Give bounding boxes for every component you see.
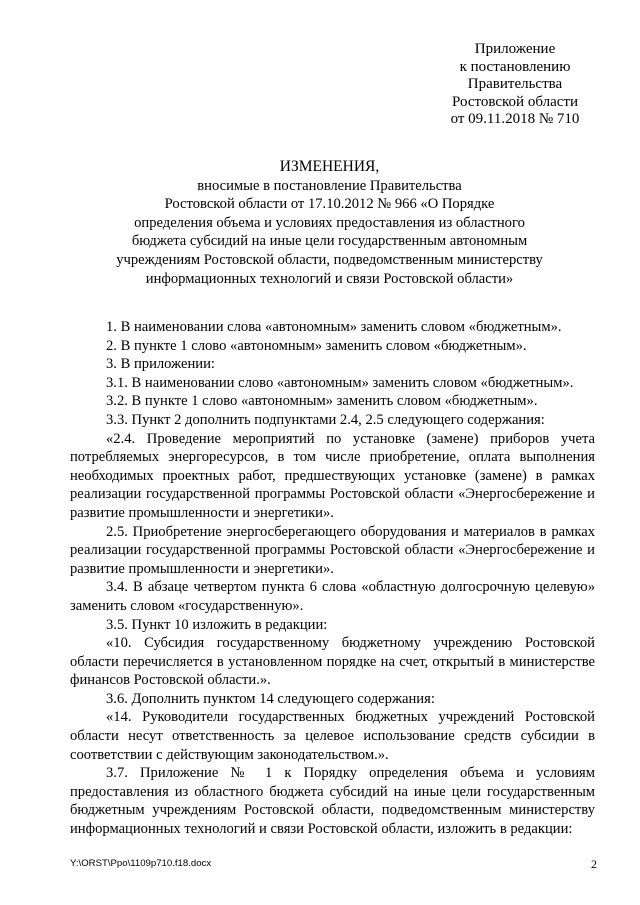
title-line: бюджета субсидий на иные цели государственным автономным: [131, 233, 528, 250]
paragraph: 3.2. В пункте 1 слово «автономным» заменить словом «бюджетным».: [106, 393, 538, 410]
document-title: [70, 158, 589, 288]
paragraph: 3.6. Дополнить пунктом 14 следующего содержания:: [106, 690, 435, 707]
appendix-block: [420, 41, 610, 129]
paragraph: 2. В пункте 1 слово «автономным» заменить словом «бюджетным».: [106, 337, 527, 354]
paragraph: 3.4. В абзаце четвертом пункта 6 слова «областную долгосрочную целевую» заменить словом «государственную».: [70, 579, 595, 614]
appendix-line: Приложение: [474, 41, 556, 57]
file-path: Y:\ORST\Ppo\1109p710.f18.docx: [70, 858, 212, 869]
appendix-line: Ростовской области: [452, 93, 578, 110]
paragraph: 3.1. В наименовании слово «автономным» заменить словом «бюджетным».: [106, 374, 574, 391]
title-heading: ИЗМЕНЕНИЯ,: [279, 158, 380, 175]
appendix-line: к постановлению: [459, 58, 571, 75]
page-number: 2: [591, 857, 597, 871]
paragraph: «2.4. Проведение мероприятий по установке (замене) приборов учета потребляемых энергоресурсов, в том числе приобретение, оплата выполнения необходимых проектных работ, предшествующих установке (замене) в рамках реализации государственной программы Ростовской области «Энергосбережение и развитие промышленности и энергетики».: [70, 430, 595, 521]
title-line: информационных технологий и связи Ростовской области»: [145, 270, 514, 287]
paragraph: 3.5. Пункт 10 изложить в редакции:: [106, 616, 328, 633]
paragraph: 1. В наименовании слова «автономным» заменить словом «бюджетным».: [106, 319, 562, 335]
paragraph: «14. Руководители государственных бюджетных учреждений Ростовской области несут ответственность за целевое использование средств субсидии в соответствии с действующим законодательством.».: [70, 709, 595, 763]
appendix-line: от 09.11.2018 № 710: [450, 111, 580, 127]
paragraph: 3.7. Приложение № 1 к Порядку определения объема и условиям предоставления из областного бюджета субсидий на иные цели государственным бюджетным учреждениям Ростовской области, подведомственным министерству информационных технологий и связи Ростовской области, изложить в редакции:: [70, 765, 595, 838]
paragraph: «10. Субсидия государственному бюджетному учреждению Ростовской области перечисляется в установленном порядке на счет, открытый в министерстве финансов Ростовской области.».: [70, 635, 595, 689]
title-line: учреждениям Ростовской области, подведомственным министерству: [116, 251, 543, 268]
title-line: вносимые в постановление Правительства: [197, 177, 462, 194]
title-line: определения объема и условиях предоставления из областного: [134, 214, 525, 231]
title-line: Ростовской области от 17.10.2012 № 966 «О Порядке: [164, 196, 495, 213]
paragraph: 3. В приложении:: [106, 356, 215, 373]
document-body: [70, 318, 595, 839]
appendix-line: Правительства: [467, 76, 563, 92]
paragraph: 2.5. Приобретение энергосберегающего оборудования и материалов в рамках реализации государственной программы Ростовской области «Энергосбережение и развитие промышленности и энергетики».: [70, 523, 595, 577]
paragraph: 3.3. Пункт 2 дополнить подпунктами 2.4, 2.5 следующего содержания:: [106, 411, 545, 428]
